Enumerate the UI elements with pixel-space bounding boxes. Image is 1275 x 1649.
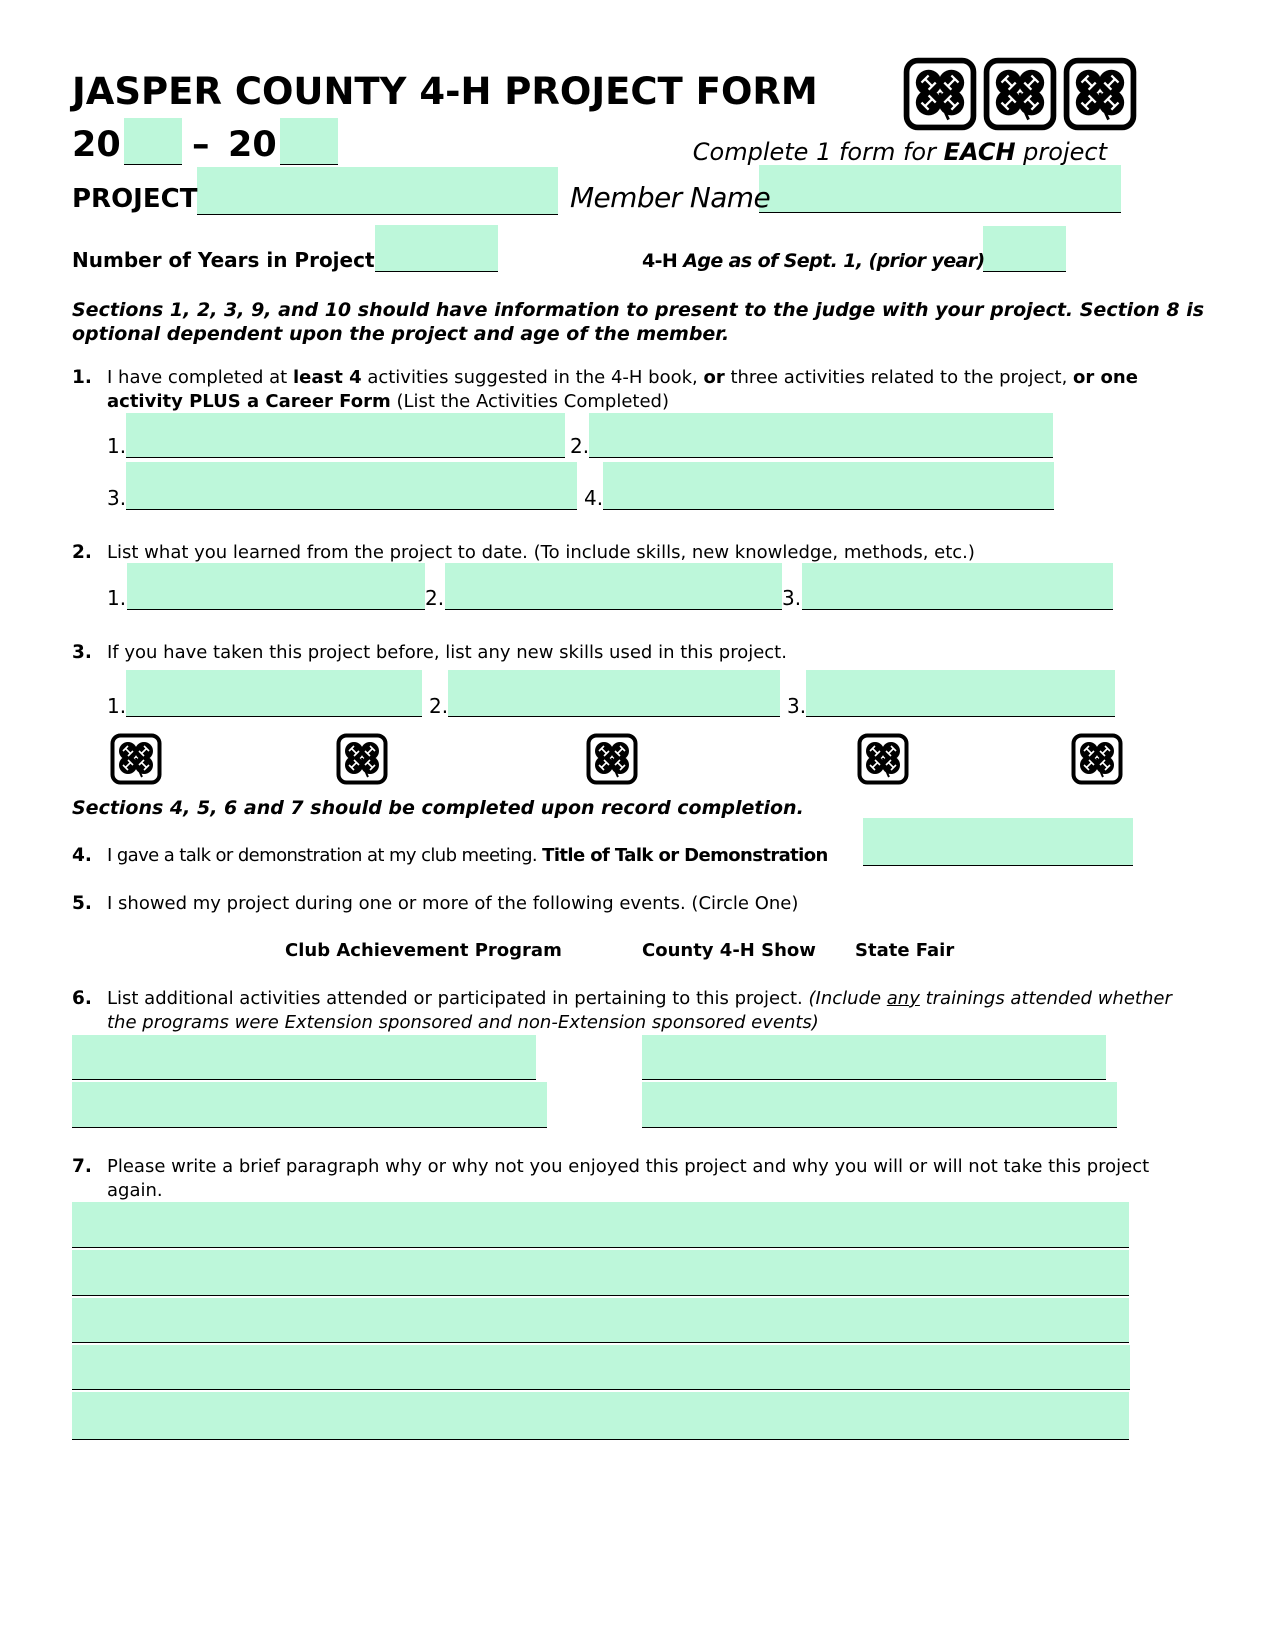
q1-text: I have completed at least 4 activities suggested in the 4-H book, or three activities related to the project, or one — [107, 367, 1138, 388]
q7-number: 7. — [72, 1156, 92, 1177]
year-prefix-2: 20 — [228, 125, 277, 165]
q3-label-2: 2. — [429, 694, 449, 718]
q2-label-1: 1. — [107, 586, 127, 610]
q6-text: List additional activities attended or participated in pertaining to this project. (Include any trainings attended whether — [107, 988, 1172, 1009]
year-separator: – — [192, 125, 210, 165]
q7-paragraph-line-2[interactable] — [72, 1250, 1129, 1296]
q5-text: I showed my project during one or more of the following events. (Circle One) — [107, 893, 799, 914]
q1-activity-1-field[interactable] — [126, 413, 565, 458]
q1-label-3: 3. — [107, 486, 127, 510]
q4-number: 4. — [72, 845, 92, 866]
4h-clover-icon — [857, 733, 909, 785]
start-year-field[interactable] — [124, 118, 182, 165]
q6-text-line2: the programs were Extension sponsored and non-Extension sponsored events) — [107, 1012, 819, 1033]
q1-text-line2: activity PLUS a Career Form (List the Activities Completed) — [107, 391, 669, 412]
q6-activity-2-field[interactable] — [642, 1035, 1106, 1080]
q2-learned-1-field[interactable] — [127, 563, 425, 610]
q3-skill-1-field[interactable] — [126, 670, 422, 717]
q2-learned-2-field[interactable] — [445, 563, 782, 610]
event-state-fair[interactable]: State Fair — [855, 940, 955, 961]
q1-label-1: 1. — [107, 434, 127, 458]
member-name-label: Member Name — [570, 181, 771, 214]
intro-line-2: optional dependent upon the project and age of the member. — [72, 323, 730, 345]
4h-clover-icon — [1071, 733, 1123, 785]
event-county-show[interactable]: County 4-H Show — [642, 940, 816, 961]
4h-clover-icon — [983, 57, 1057, 131]
q2-label-2: 2. — [425, 586, 445, 610]
q7-paragraph-line-3[interactable] — [72, 1298, 1129, 1343]
q3-number: 3. — [72, 642, 92, 663]
4h-clover-icon — [110, 733, 162, 785]
q6-activity-3-field[interactable] — [72, 1082, 547, 1128]
q4-text: I gave a talk or demonstration at my club meeting. Title of Talk or Demonstration — [107, 845, 828, 866]
q6-number: 6. — [72, 988, 92, 1009]
4h-clover-icon — [336, 733, 388, 785]
year-prefix-1: 20 — [72, 125, 121, 165]
project-label: PROJECT — [72, 184, 198, 214]
q3-label-3: 3. — [787, 694, 807, 718]
q6-activity-1-field[interactable] — [72, 1035, 536, 1080]
end-year-field[interactable] — [280, 118, 338, 165]
q2-number: 2. — [72, 542, 92, 563]
4h-clover-icon — [1063, 57, 1137, 131]
years-field[interactable] — [375, 225, 498, 272]
talk-title-field[interactable] — [863, 818, 1133, 866]
q2-text: List what you learned from the project to date. (To include skills, new knowledge, methods, etc.) — [107, 542, 975, 563]
section-note: Sections 4, 5, 6 and 7 should be completed upon record completion. — [72, 797, 804, 819]
q7-paragraph-line-4[interactable] — [72, 1345, 1130, 1390]
q7-paragraph-line-1[interactable] — [72, 1202, 1129, 1248]
q1-label-4: 4. — [584, 486, 604, 510]
q1-activity-3-field[interactable] — [126, 462, 577, 510]
q7-text: Please write a brief paragraph why or why not you enjoyed this project and why you will or will not take this project — [107, 1156, 1150, 1177]
q1-number: 1. — [72, 367, 92, 388]
q3-text: If you have taken this project before, list any new skills used in this project. — [107, 642, 787, 663]
q2-learned-3-field[interactable] — [802, 563, 1113, 610]
project-field[interactable] — [197, 167, 558, 215]
form-title: JASPER COUNTY 4-H PROJECT FORM — [72, 70, 818, 113]
4h-clover-icon — [586, 733, 638, 785]
q6-activity-4-field[interactable] — [642, 1082, 1117, 1128]
q7-text-line2: again. — [107, 1180, 163, 1201]
age-label: 4-H Age as of Sept. 1, (prior year) — [642, 250, 985, 272]
q7-paragraph-line-5[interactable] — [72, 1392, 1129, 1440]
intro-line-1: Sections 1, 2, 3, 9, and 10 should have information to present to the judge with your project. Section 8 is — [72, 299, 1205, 321]
q3-skill-2-field[interactable] — [448, 670, 780, 717]
4h-clover-icon — [903, 57, 977, 131]
member-name-field[interactable] — [759, 165, 1121, 213]
q1-label-2: 2. — [570, 434, 590, 458]
q1-activity-4-field[interactable] — [603, 462, 1054, 510]
instruction-text: Complete 1 form for EACH project — [692, 138, 1107, 166]
age-field[interactable] — [983, 226, 1066, 272]
q5-number: 5. — [72, 893, 92, 914]
q3-skill-3-field[interactable] — [806, 670, 1115, 717]
event-club-achievement[interactable]: Club Achievement Program — [285, 940, 562, 961]
q2-label-3: 3. — [782, 586, 802, 610]
q1-activity-2-field[interactable] — [589, 413, 1053, 458]
q3-label-1: 1. — [107, 694, 127, 718]
years-label: Number of Years in Project — [72, 248, 375, 272]
